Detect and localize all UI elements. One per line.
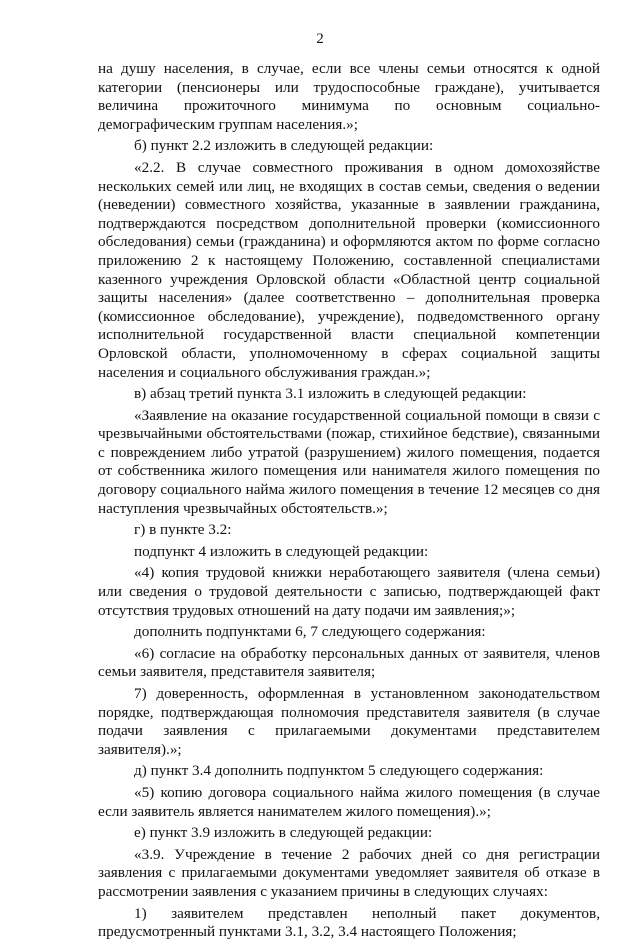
paragraph-13: «5) копию договора социального найма жилого помещения (в случае если заявитель является нанимателем жилого помещения).»; <box>98 783 600 820</box>
paragraph-10: «6) согласие на обработку персональных данных от заявителя, членов семьи заявителя, представителя заявителя; <box>98 644 600 681</box>
paragraph-14: е) пункт 3.9 изложить в следующей редакции: <box>134 824 433 842</box>
paragraph-12: д) пункт 3.4 дополнить подпунктом 5 следующего содержания: <box>134 762 544 780</box>
paragraph-4: в) абзац третий пункта 3.1 изложить в следующей редакции: <box>134 385 527 403</box>
paragraph-3: «2.2. В случае совместного проживания в одном домохозяйстве нескольких семей или лиц, не входящих в состав семьи, сведения о ведении (неведении) совместного хозяйства, указанные в заявлении гражданина, подтверждаются посредством дополнительной проверки (комиссионного обследования) семьи (гражданина) и оформляются актом по форме согласно приложению 2 к настоящему Положению, составленной специалистами казенного учреждения Орловской области «Областной центр социальной защиты населения» (далее соответственно – дополнительная проверка (комиссионное обследование), учреждение), подведомственного органу исполнительной государственной власти специальной компетенции Орловской области, уполномоченному в сферах социальной защиты населения и социального обслуживания граждан.»; <box>98 158 600 381</box>
paragraph-1: на душу населения, в случае, если все члены семьи относятся к одной категории (пенсионеры или трудоспособные граждане), учитывается величина прожиточного минимума по основным социально-демографическим группам населения.»; <box>98 60 600 133</box>
paragraph-8: «4) копия трудовой книжки неработающего заявителя (члена семьи) или сведения о трудовой деятельности с записью, подтверждающей факт отсутствия трудовых отношений на дату подачи им заявления;»; <box>98 564 600 619</box>
paragraph-16: 1) заявителем представлен неполный пакет документов, предусмотренный пунктами 3.1, 3.2, 3.4 настоящего Положения; <box>98 904 600 941</box>
paragraph-6: г) в пункте 3.2: <box>134 521 232 539</box>
paragraph-11: 7) доверенность, оформленная в установленном законодательством порядке, подтверждающая полномочия представителя заявителя (в случае подачи заявления с прилагаемыми документами представителем заявителя).»; <box>98 685 600 758</box>
paragraph-7: подпункт 4 изложить в следующей редакции: <box>134 542 429 560</box>
paragraph-5: «Заявление на оказание государственной социальной помощи в связи с чрезвычайными обстоятельствами (пожар, стихийное бедствие), связанными с повреждением либо утратой (разрушением) жилого помещения, подается от собственника жилого помещения или нанимателя жилого помещения по договору социального найма жилого помещения в течение 12 месяцев со дня наступления чрезвычайных обстоятельств.»; <box>98 406 600 517</box>
paragraph-15: «3.9. Учреждение в течение 2 рабочих дней со дня регистрации заявления с прилагаемыми документами уведомляет заявителя об отказе в рассмотрении заявления с указанием причины в следующих случаях: <box>98 845 600 900</box>
paragraph-9: дополнить подпунктами 6, 7 следующего содержания: <box>134 623 486 641</box>
page-number: 2 <box>316 31 324 47</box>
document-body <box>98 60 600 942</box>
paragraph-2: б) пункт 2.2 изложить в следующей редакции: <box>134 137 434 155</box>
